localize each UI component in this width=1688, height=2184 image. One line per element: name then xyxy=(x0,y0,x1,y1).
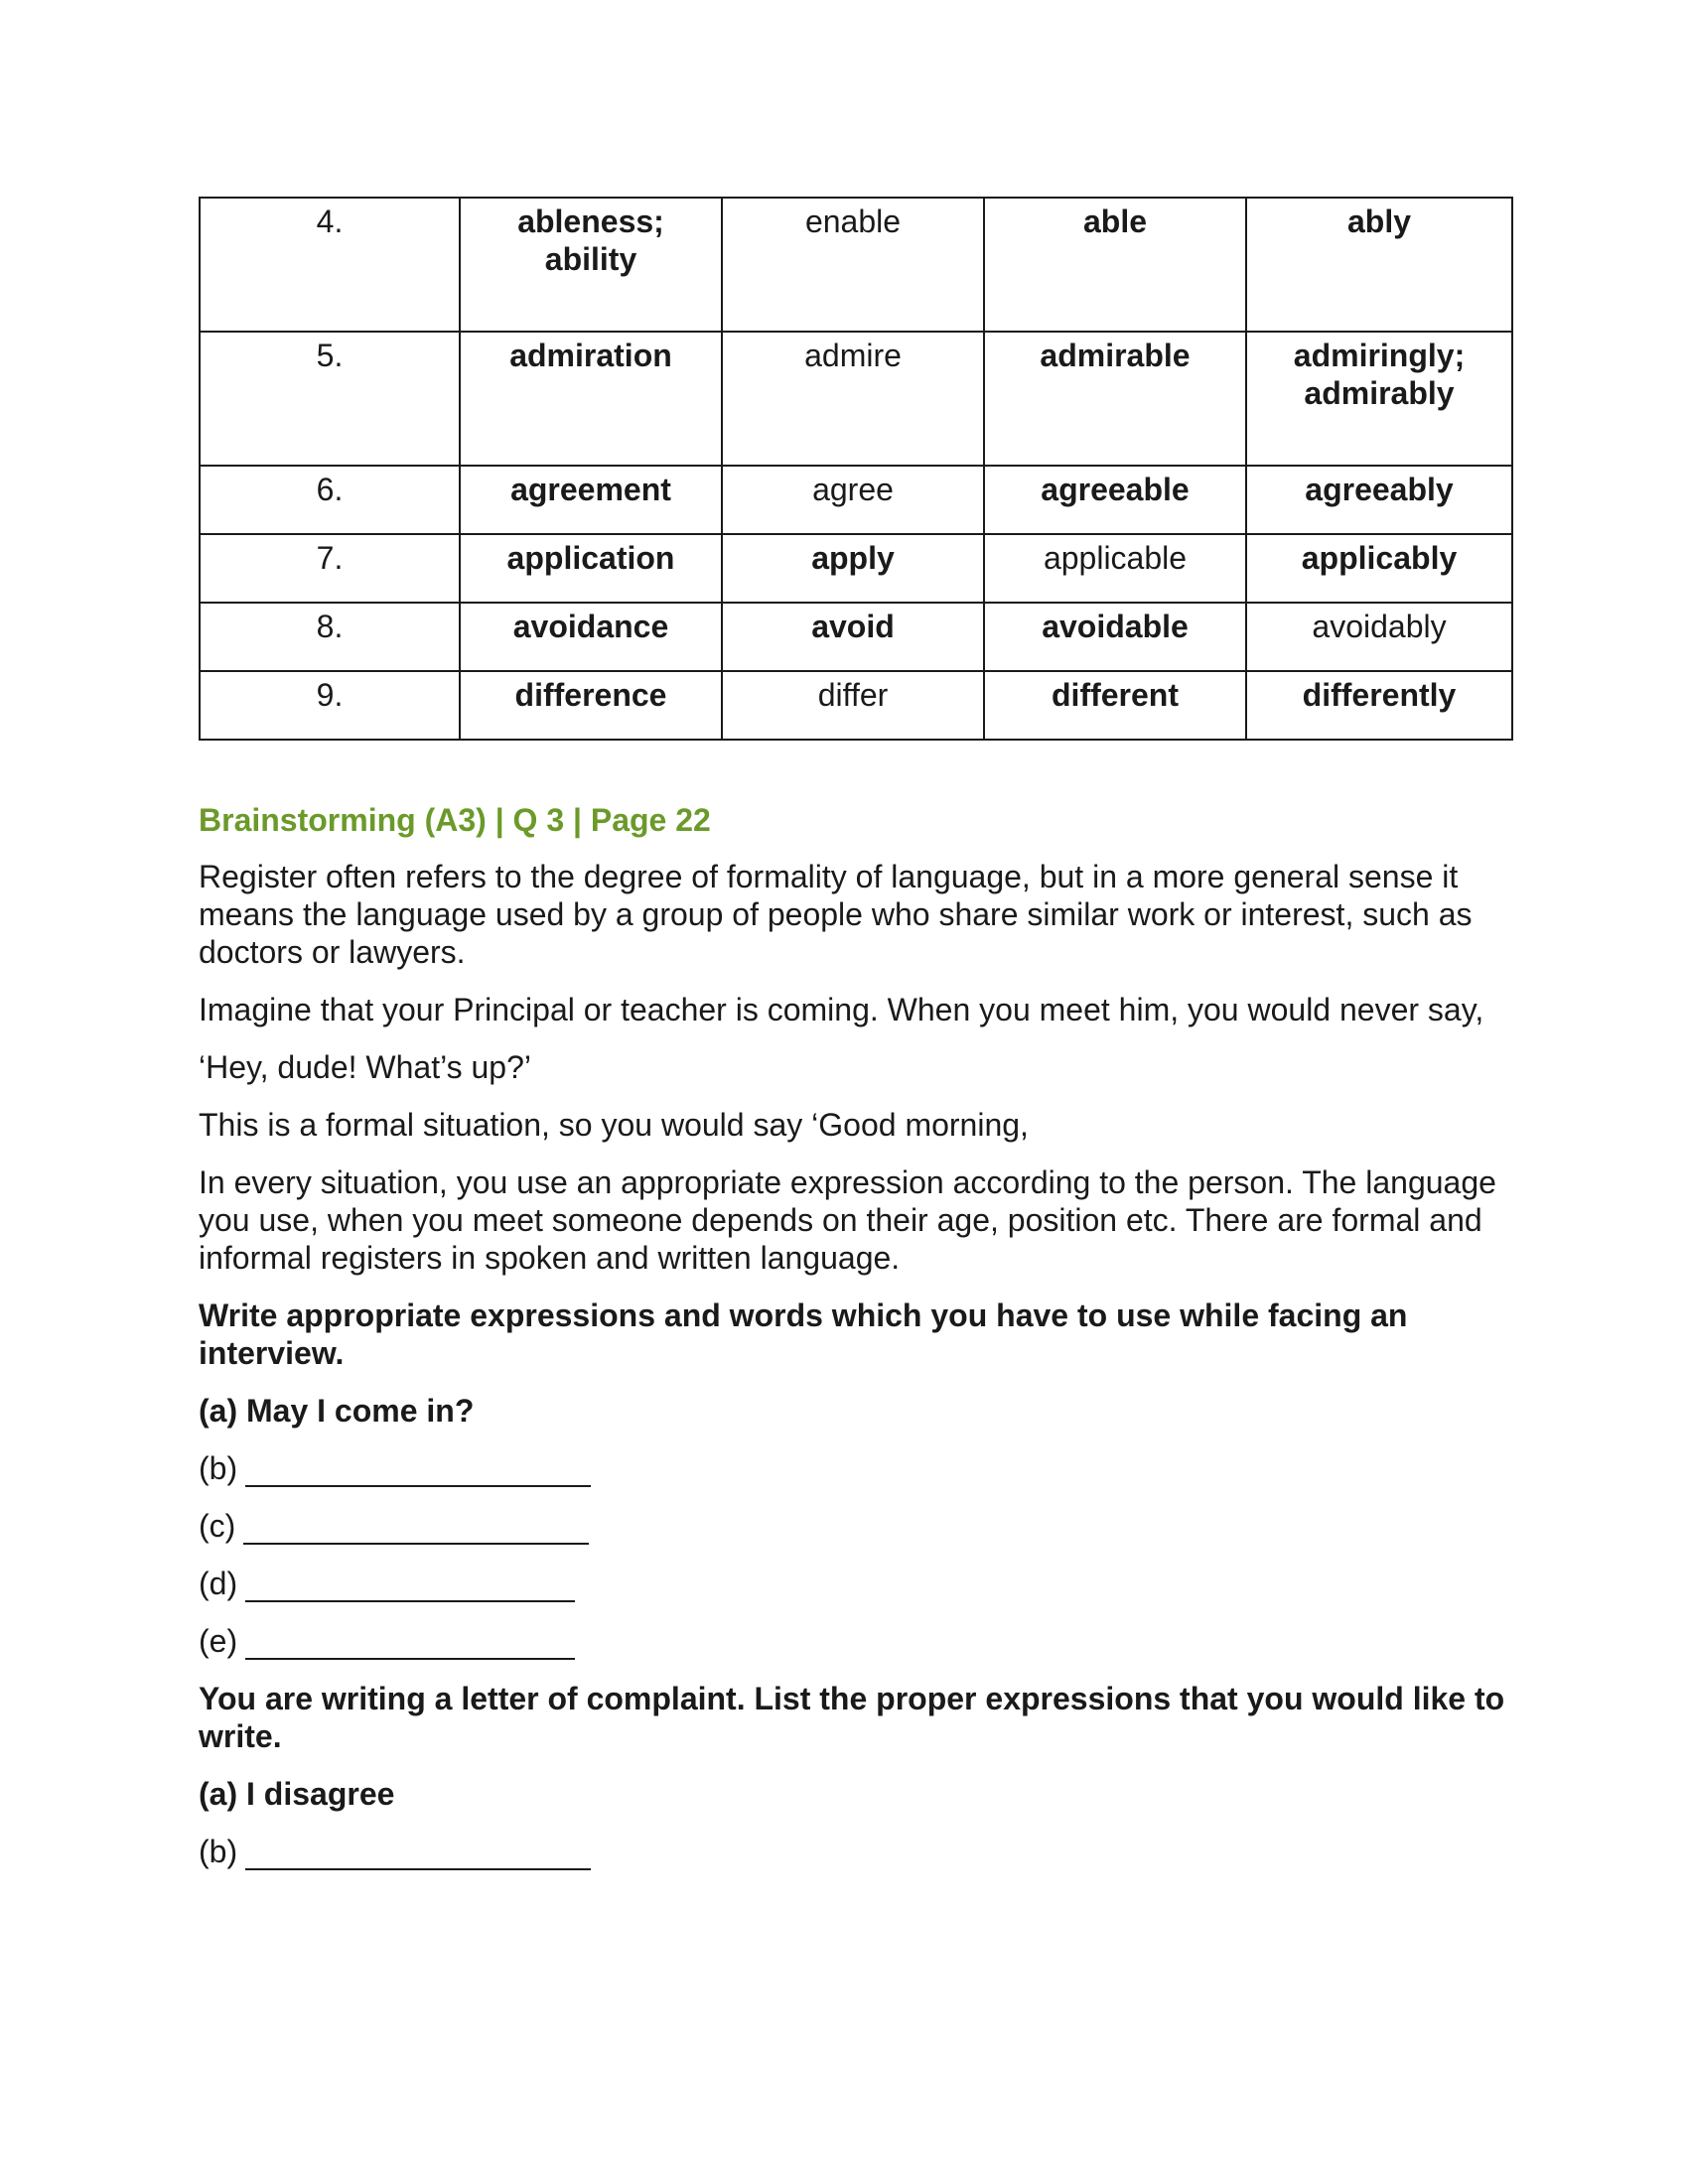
adjective-cell: admirable xyxy=(984,332,1246,466)
word-forms-table xyxy=(199,197,1513,741)
paragraph-imagine: Imagine that your Principal or teacher is coming. When you meet him, you would never say, xyxy=(199,992,1484,1027)
paragraph-register: Register often refers to the degree of formality of language, but in a more general sense it means the language used by a group of people who share similar work or interest, such as doctors or lawyers. xyxy=(199,859,1473,970)
answer-blank-c xyxy=(199,1507,1509,1545)
brainstorming-section xyxy=(199,800,1509,1890)
answer-label: (c) xyxy=(199,1508,236,1544)
answer-label: (e) xyxy=(199,1623,238,1659)
table-row xyxy=(200,603,1512,671)
verb-cell: enable xyxy=(722,198,984,332)
section-heading: Brainstorming (A3) | Q 3 | Page 22 xyxy=(199,802,711,838)
noun-cell: avoidance xyxy=(460,603,722,671)
table-row xyxy=(200,466,1512,534)
adverb-cell: ably xyxy=(1246,198,1512,332)
adverb-cell: avoidably xyxy=(1246,603,1512,671)
adverb-cell: admiringly; admirably xyxy=(1246,332,1512,466)
fill-in-line[interactable] xyxy=(245,1570,575,1602)
answer-blank-b-complaint xyxy=(199,1833,1509,1870)
answer-blank-d xyxy=(199,1565,1509,1602)
noun-cell: application xyxy=(460,534,722,603)
fill-in-line[interactable] xyxy=(245,1455,591,1487)
table-row xyxy=(200,671,1512,740)
adjective-cell: different xyxy=(984,671,1246,740)
table-row xyxy=(200,534,1512,603)
answer-blank-e xyxy=(199,1622,1509,1660)
verb-cell: admire xyxy=(722,332,984,466)
paragraph-informal-example: ‘Hey, dude! What’s up?’ xyxy=(199,1049,531,1085)
noun-cell: difference xyxy=(460,671,722,740)
noun-cell: ableness; ability xyxy=(460,198,722,332)
table-row xyxy=(200,198,1512,332)
table-row xyxy=(200,332,1512,466)
verb-cell: apply xyxy=(722,534,984,603)
question-complaint: You are writing a letter of complaint. List the proper expressions that you would like to write. xyxy=(199,1681,1505,1754)
fill-in-line[interactable] xyxy=(245,1839,591,1870)
paragraph-formal-example: This is a formal situation, so you would say ‘Good morning, xyxy=(199,1107,1029,1143)
row-number: 4. xyxy=(200,198,460,332)
adverb-cell: agreeably xyxy=(1246,466,1512,534)
adjective-cell: avoidable xyxy=(984,603,1246,671)
verb-cell: agree xyxy=(722,466,984,534)
paragraph-registers: In every situation, you use an appropriate expression according to the person. The language you use, when you meet someone depends on their age, position etc. There are formal and informal registers in spoken and written language. xyxy=(199,1164,1496,1276)
adverb-cell: applicably xyxy=(1246,534,1512,603)
adverb-cell: differently xyxy=(1246,671,1512,740)
answer-blank-b xyxy=(199,1449,1509,1487)
verb-cell: avoid xyxy=(722,603,984,671)
adjective-cell: agreeable xyxy=(984,466,1246,534)
noun-cell: agreement xyxy=(460,466,722,534)
answer-label: (d) xyxy=(199,1566,238,1601)
question-interview: Write appropriate expressions and words which you have to use while facing an interview. xyxy=(199,1297,1408,1371)
row-number: 8. xyxy=(200,603,460,671)
adjective-cell: able xyxy=(984,198,1246,332)
answer-label: (b) xyxy=(199,1450,238,1486)
noun-cell: admiration xyxy=(460,332,722,466)
fill-in-line[interactable] xyxy=(243,1513,589,1545)
answer-a-complaint: (a) I disagree xyxy=(199,1776,395,1812)
adjective-cell: applicable xyxy=(984,534,1246,603)
fill-in-line[interactable] xyxy=(245,1628,575,1660)
row-number: 9. xyxy=(200,671,460,740)
row-number: 5. xyxy=(200,332,460,466)
answer-a-interview: (a) May I come in? xyxy=(199,1393,475,1429)
row-number: 7. xyxy=(200,534,460,603)
row-number: 6. xyxy=(200,466,460,534)
verb-cell: differ xyxy=(722,671,984,740)
answer-label: (b) xyxy=(199,1834,238,1869)
